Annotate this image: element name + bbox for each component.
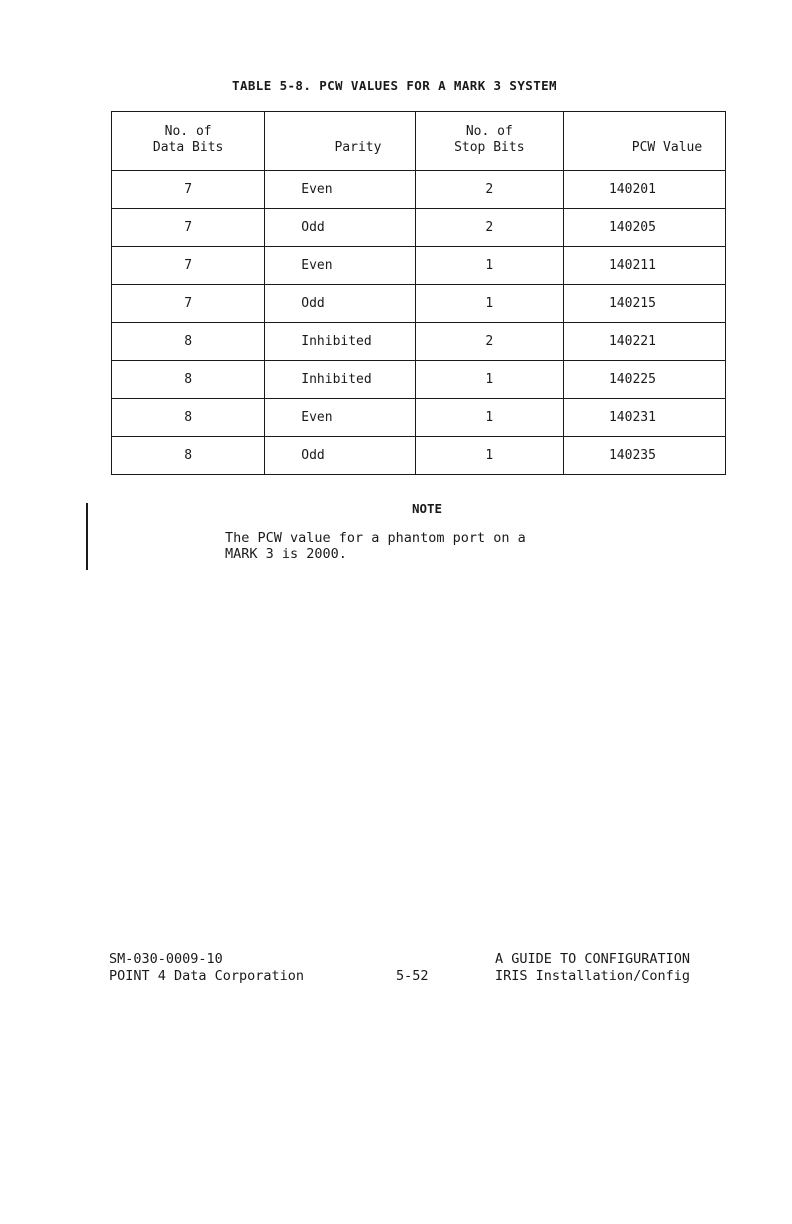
cell-parity bbox=[265, 323, 415, 361]
table-row bbox=[112, 361, 726, 399]
cell-parity-text: Odd bbox=[301, 220, 325, 235]
cell-pcw-text: 140215 bbox=[608, 296, 656, 311]
table-row bbox=[112, 437, 726, 475]
cell-parity bbox=[265, 437, 415, 475]
header-data-bits-line2: Data Bits bbox=[152, 140, 224, 155]
table-row bbox=[112, 323, 726, 361]
cell-parity-text: Odd bbox=[301, 448, 325, 463]
cell-parity-text: Even bbox=[301, 182, 333, 197]
header-data-bits bbox=[112, 112, 265, 171]
cell-stop-bits: 2 bbox=[415, 323, 563, 361]
footer-page-number: 5-52 bbox=[396, 968, 429, 984]
cell-parity bbox=[265, 361, 415, 399]
cell-stop-bits: 2 bbox=[415, 209, 563, 247]
cell-pcw-text: 140211 bbox=[608, 258, 656, 273]
note-heading: NOTE bbox=[411, 501, 443, 516]
header-data-bits-line1: No. of bbox=[164, 124, 212, 139]
table-title: TABLE 5-8. PCW VALUES FOR A MARK 3 SYSTEM bbox=[232, 78, 557, 93]
cell-pcw-value bbox=[563, 247, 725, 285]
note-line-1: The PCW value for a phantom port on a bbox=[225, 530, 526, 546]
cell-pcw-value bbox=[563, 323, 725, 361]
cell-parity bbox=[265, 399, 415, 437]
header-stop-bits-line2: Stop Bits bbox=[454, 140, 525, 155]
cell-data-bits: 7 bbox=[112, 171, 265, 209]
cell-data-bits: 7 bbox=[112, 209, 265, 247]
table-row bbox=[112, 171, 726, 209]
cell-pcw-text: 140231 bbox=[608, 410, 656, 425]
cell-pcw-value bbox=[563, 399, 725, 437]
table-header-row bbox=[112, 112, 726, 171]
footer-left bbox=[109, 951, 304, 985]
note-body bbox=[225, 530, 655, 562]
cell-pcw-text: 140235 bbox=[608, 448, 656, 463]
cell-stop-bits: 1 bbox=[415, 399, 563, 437]
table-row bbox=[112, 285, 726, 323]
cell-data-bits: 8 bbox=[112, 437, 265, 475]
cell-stop-bits: 2 bbox=[415, 171, 563, 209]
table-row bbox=[112, 209, 726, 247]
cell-data-bits: 7 bbox=[112, 285, 265, 323]
table-row bbox=[112, 247, 726, 285]
cell-pcw-value bbox=[563, 209, 725, 247]
cell-stop-bits: 1 bbox=[415, 285, 563, 323]
header-parity-label: Parity bbox=[334, 140, 382, 155]
cell-parity bbox=[265, 285, 415, 323]
footer-manual: IRIS Installation/Config bbox=[495, 968, 691, 984]
pcw-values-table bbox=[111, 111, 726, 475]
footer-right bbox=[495, 951, 690, 985]
cell-parity-text: Even bbox=[301, 410, 333, 425]
cell-parity bbox=[265, 171, 415, 209]
cell-pcw-text: 140225 bbox=[608, 372, 656, 387]
cell-parity bbox=[265, 209, 415, 247]
footer-section: A GUIDE TO CONFIGURATION bbox=[495, 951, 691, 967]
cell-parity-text: Odd bbox=[301, 296, 325, 311]
cell-pcw-value bbox=[563, 171, 725, 209]
cell-data-bits: 7 bbox=[112, 247, 265, 285]
cell-parity-text: Inhibited bbox=[301, 334, 372, 349]
header-stop-bits bbox=[415, 112, 563, 171]
cell-stop-bits: 1 bbox=[415, 247, 563, 285]
cell-data-bits: 8 bbox=[112, 399, 265, 437]
cell-pcw-value bbox=[563, 285, 725, 323]
cell-parity bbox=[265, 247, 415, 285]
header-parity bbox=[265, 112, 415, 171]
cell-pcw-value bbox=[563, 437, 725, 475]
header-pcw-value-label: PCW Value bbox=[631, 140, 703, 155]
cell-pcw-text: 140221 bbox=[608, 334, 656, 349]
table-row bbox=[112, 399, 726, 437]
cell-data-bits: 8 bbox=[112, 323, 265, 361]
cell-pcw-value bbox=[563, 361, 725, 399]
cell-stop-bits: 1 bbox=[415, 361, 563, 399]
header-pcw-value bbox=[563, 112, 725, 171]
header-stop-bits-line1: No. of bbox=[465, 124, 513, 139]
cell-stop-bits: 1 bbox=[415, 437, 563, 475]
note-line-2: MARK 3 is 2000. bbox=[225, 546, 347, 562]
cell-parity-text: Even bbox=[301, 258, 333, 273]
cell-parity-text: Inhibited bbox=[301, 372, 372, 387]
footer-doc-number: SM-030-0009-10 bbox=[109, 951, 223, 967]
cell-data-bits: 8 bbox=[112, 361, 265, 399]
cell-pcw-text: 140205 bbox=[608, 220, 656, 235]
footer-company: POINT 4 Data Corporation bbox=[109, 968, 305, 984]
cell-pcw-text: 140201 bbox=[608, 182, 656, 197]
